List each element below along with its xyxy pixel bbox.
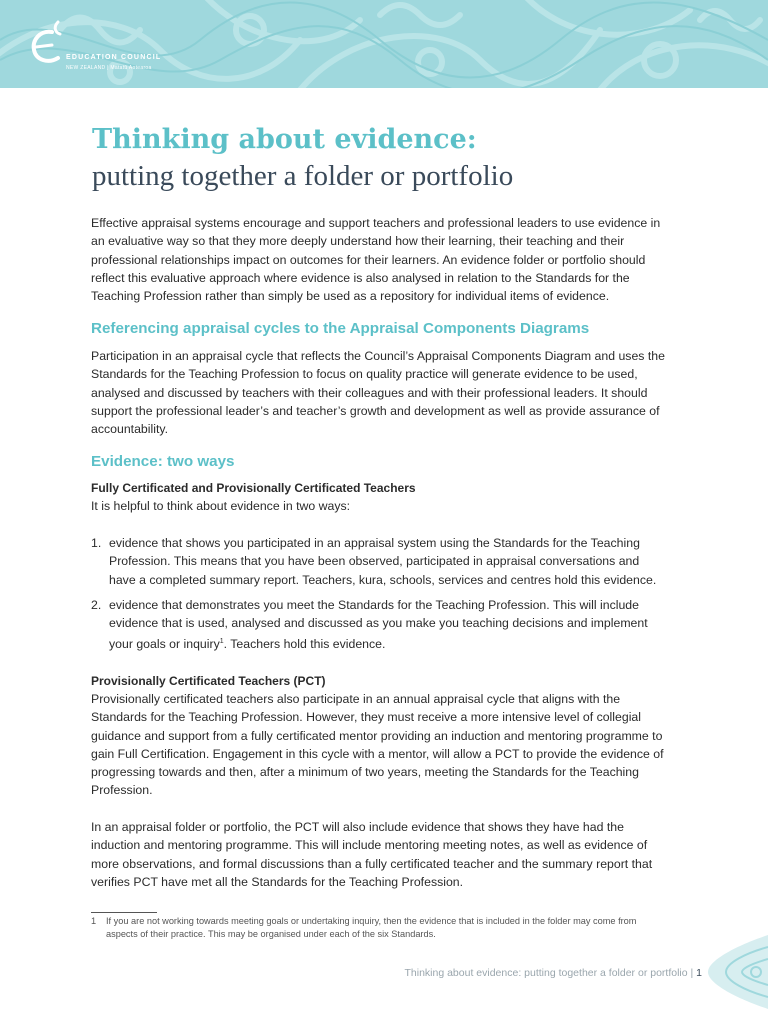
footer-title: Thinking about evidence: putting together a folder or portfolio [404, 967, 688, 979]
page-title: Thinking about evidence: [92, 124, 477, 155]
pct-paragraph-2: In an appraisal folder or portfolio, the PCT will also include evidence that shows they have had the induction and mentoring programme. This will include mentoring meeting notes, as well as evidence of more observations, and formal discussions than a fully certificated teacher and the summary report that verifies PCT have met all the Standards for the Teaching Profession. [91, 820, 653, 889]
education-council-logo [28, 20, 188, 76]
subheading-certificated-teachers: Fully Certificated and Provisionally Certificated Teachers [91, 481, 416, 495]
footer-separator: | [687, 967, 697, 979]
page-subtitle: putting together a folder or portfolio [92, 160, 514, 192]
intro-paragraph: Effective appraisal systems encourage and support teachers and professional leaders to use evidence in an evaluative way so that they more deeply understand how their learning, their teaching and their professional relationships impact on outcomes for their learners. An evidence folder or portfolio should reflect this evaluative approach where evidence is also analysed in relation to the Standards for the Teaching Profession rather than simply be used as a repository for individual items of evidence. [91, 216, 661, 304]
list-item-text-end: . Teachers hold this evidence. [223, 636, 386, 651]
list-item-text: evidence that shows you participated in an appraisal system using the Standards for the Teaching Profession. This means that you have been observed, participated in appraisal conversations and have a completed summary report. Teachers, kura, schools, services and centres hold this evidence. [109, 536, 657, 587]
footnote-text: If you are not working towards meeting goals or undertaking inquiry, then the evidence that is included in the folder may come from aspects of their practice. This may be organised under each of the six Standards. [106, 916, 637, 939]
footnote [91, 915, 651, 941]
header-banner [0, 0, 768, 88]
section-heading-evidence: Evidence: two ways [91, 453, 235, 470]
list-item [91, 534, 661, 589]
logo-name: EDUCATION COUNCIL [66, 54, 162, 61]
footnote-marker[interactable]: 1 [219, 637, 224, 645]
list-number: 1. [91, 536, 102, 550]
corner-ornament-icon [708, 935, 768, 1009]
list-item [91, 596, 661, 653]
logo-mark-icon [28, 20, 68, 68]
footnote-divider [91, 912, 157, 913]
pct-paragraph-1: Provisionally certificated teachers also participate in an annual appraisal cycle that aligns with the Standards for the Teaching Profession. However, they must receive a more intensive level of collegial guidance and support from a fully certificated mentor providing an induction and mentoring programme to gain Full Certification. Engagement in this cycle with a mentor, will allow a PCT to provide the evidence of progressing towards and then, after a minimum of two years, meeting the Standards for the Teaching Profession. [91, 692, 664, 798]
logo-subtitle: NEW ZEALAND | Matatū Aotearoa [66, 65, 152, 71]
list-item-text: evidence that demonstrates you meet the Standards for the Teaching Profession. This will include evidence that is used, analysed and discussed as you make you teaching decisions and implement your goals or inquiry [109, 598, 648, 651]
section-appraisal-cycles-body: Participation in an appraisal cycle that reflects the Council’s Appraisal Components Diagram and uses the Standards for the Teaching Profession to focus on quality practice will generate evidence to be used, analysed and discussed by teachers with their colleagues and with their professional leaders. It should support the professional leader’s and teacher’s growth and development as well as provide assurance of accountability. [91, 349, 665, 437]
evidence-lead: It is helpful to think about evidence in two ways: [91, 499, 351, 513]
page-number: 1 [696, 967, 702, 979]
section-heading-appraisal-cycles: Referencing appraisal cycles to the Appraisal Components Diagrams [91, 320, 590, 337]
page-footer [404, 967, 702, 979]
footnote-number: 1 [91, 916, 97, 926]
list-number: 2. [91, 598, 102, 612]
subheading-pct: Provisionally Certificated Teachers (PCT) [91, 674, 326, 688]
